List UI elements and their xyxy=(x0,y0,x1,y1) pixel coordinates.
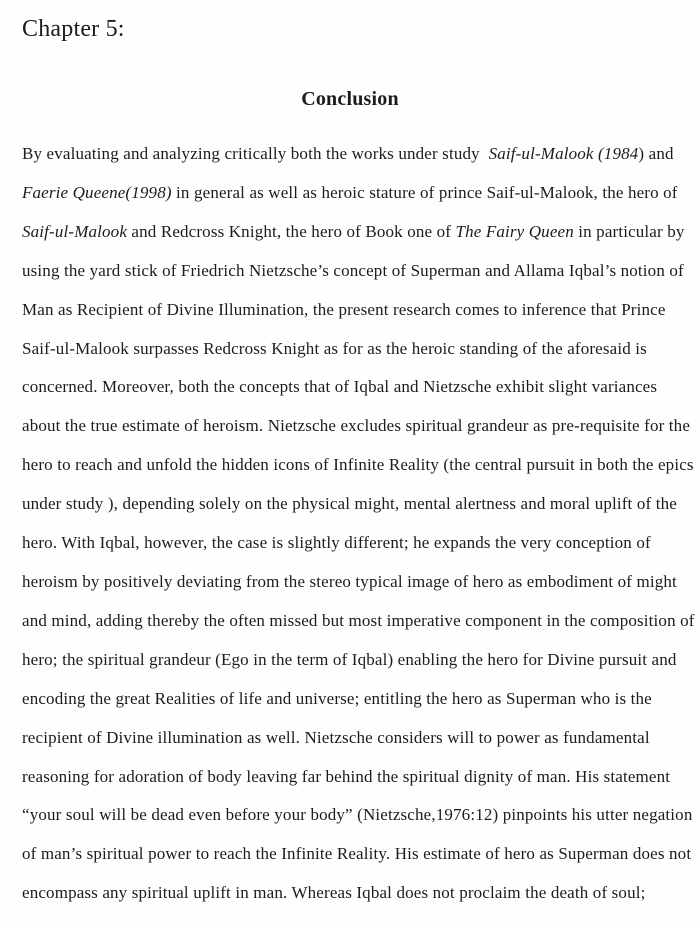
paragraph-line xyxy=(22,330,690,369)
text-run: ) and xyxy=(638,144,674,163)
text-run: using the yard stick of Friedrich Nietzsche’s concept of Superman and Allama Iqbal’s notion of xyxy=(22,260,684,280)
paragraph-line xyxy=(22,135,690,174)
paragraph-line xyxy=(22,368,690,407)
text-run: and mind, adding thereby the often missed but most imperative component in the composition of xyxy=(22,610,695,630)
text-run: reasoning for adoration of body leaving far behind the spiritual dignity of man. His statement xyxy=(22,766,671,786)
text-run: of man’s spiritual power to reach the Infinite Reality. His estimate of hero as Superman does not xyxy=(22,844,692,864)
text-run: “your soul will be dead even before your body” (Nietzsche,1976:12) pinpoints his utter negation xyxy=(22,805,693,825)
text-run: hero. With Iqbal, however, the case is slightly different; he expands the very conception of xyxy=(22,533,651,553)
text-run: hero; the spiritual grandeur (Ego in the term of Iqbal) enabling the hero for Divine pursuit and xyxy=(22,649,677,669)
text-run: and Redcross Knight, the hero of Book one of xyxy=(127,221,456,241)
text-run: concerned. Moreover, both the concepts that of Iqbal and Nietzsche exhibit slight variances xyxy=(22,377,658,397)
paragraph-line xyxy=(22,758,690,797)
paragraph-line xyxy=(22,835,690,874)
paragraph-line xyxy=(22,252,690,291)
paragraph-line xyxy=(22,213,690,252)
text-run: about the true estimate of heroism. Nietzsche excludes spiritual grandeur as pre-requisite for the xyxy=(22,416,691,436)
text-run: hero to reach and unfold the hidden icons of Infinite Reality (the central pursuit in both the epics xyxy=(22,455,694,475)
paragraph-line xyxy=(22,407,690,446)
paragraph-line xyxy=(22,446,694,485)
section-title: Conclusion xyxy=(301,88,399,110)
paragraph-line xyxy=(22,641,690,680)
text-run: Saif-ul-Malook surpasses Redcross Knight as for as the heroic standing of the aforesaid is xyxy=(22,338,647,358)
text-run: in general as well as heroic stature of prince Saif-ul-Malook, the hero of xyxy=(171,182,678,202)
paragraph-line xyxy=(22,524,690,563)
text-run: encompass any spiritual uplift in man. Whereas Iqbal does not proclaim the death of soul; xyxy=(22,883,646,903)
text-run: heroism by positively deviating from the stereo typical image of hero as embodiment of might xyxy=(22,571,677,591)
paragraph-line xyxy=(22,796,693,835)
text-run: By evaluating and analyzing critically both the works under study xyxy=(22,144,489,163)
italic-text-run: Saif-ul-Malook xyxy=(22,221,128,241)
paragraph-line xyxy=(22,563,690,602)
italic-text-run: Saif-ul-Malook (1984 xyxy=(488,144,639,163)
paragraph-line xyxy=(22,602,695,641)
paragraph-line xyxy=(22,719,690,758)
text-run: under study ), depending solely on the physical might, mental alertness and moral uplift of the xyxy=(22,494,677,514)
paragraph-line xyxy=(22,680,690,719)
italic-text-run: The Fairy Queen xyxy=(455,221,574,241)
paragraph-line xyxy=(22,174,690,213)
text-run: recipient of Divine illumination as well. Nietzsche considers will to power as fundamental xyxy=(22,727,650,747)
italic-text-run: Faerie Queene(1998) xyxy=(22,182,172,202)
paragraph-line xyxy=(22,485,690,524)
paragraph-line xyxy=(22,291,690,330)
chapter-heading: Chapter 5: xyxy=(22,16,125,42)
paragraph-line xyxy=(22,874,690,913)
text-run: in particular by xyxy=(573,221,685,241)
text-run: Man as Recipient of Divine Illumination, the present research comes to inference that Prince xyxy=(22,299,666,319)
text-run: encoding the great Realities of life and universe; entitling the hero as Superman who is the xyxy=(22,688,652,708)
body-text xyxy=(22,135,695,913)
